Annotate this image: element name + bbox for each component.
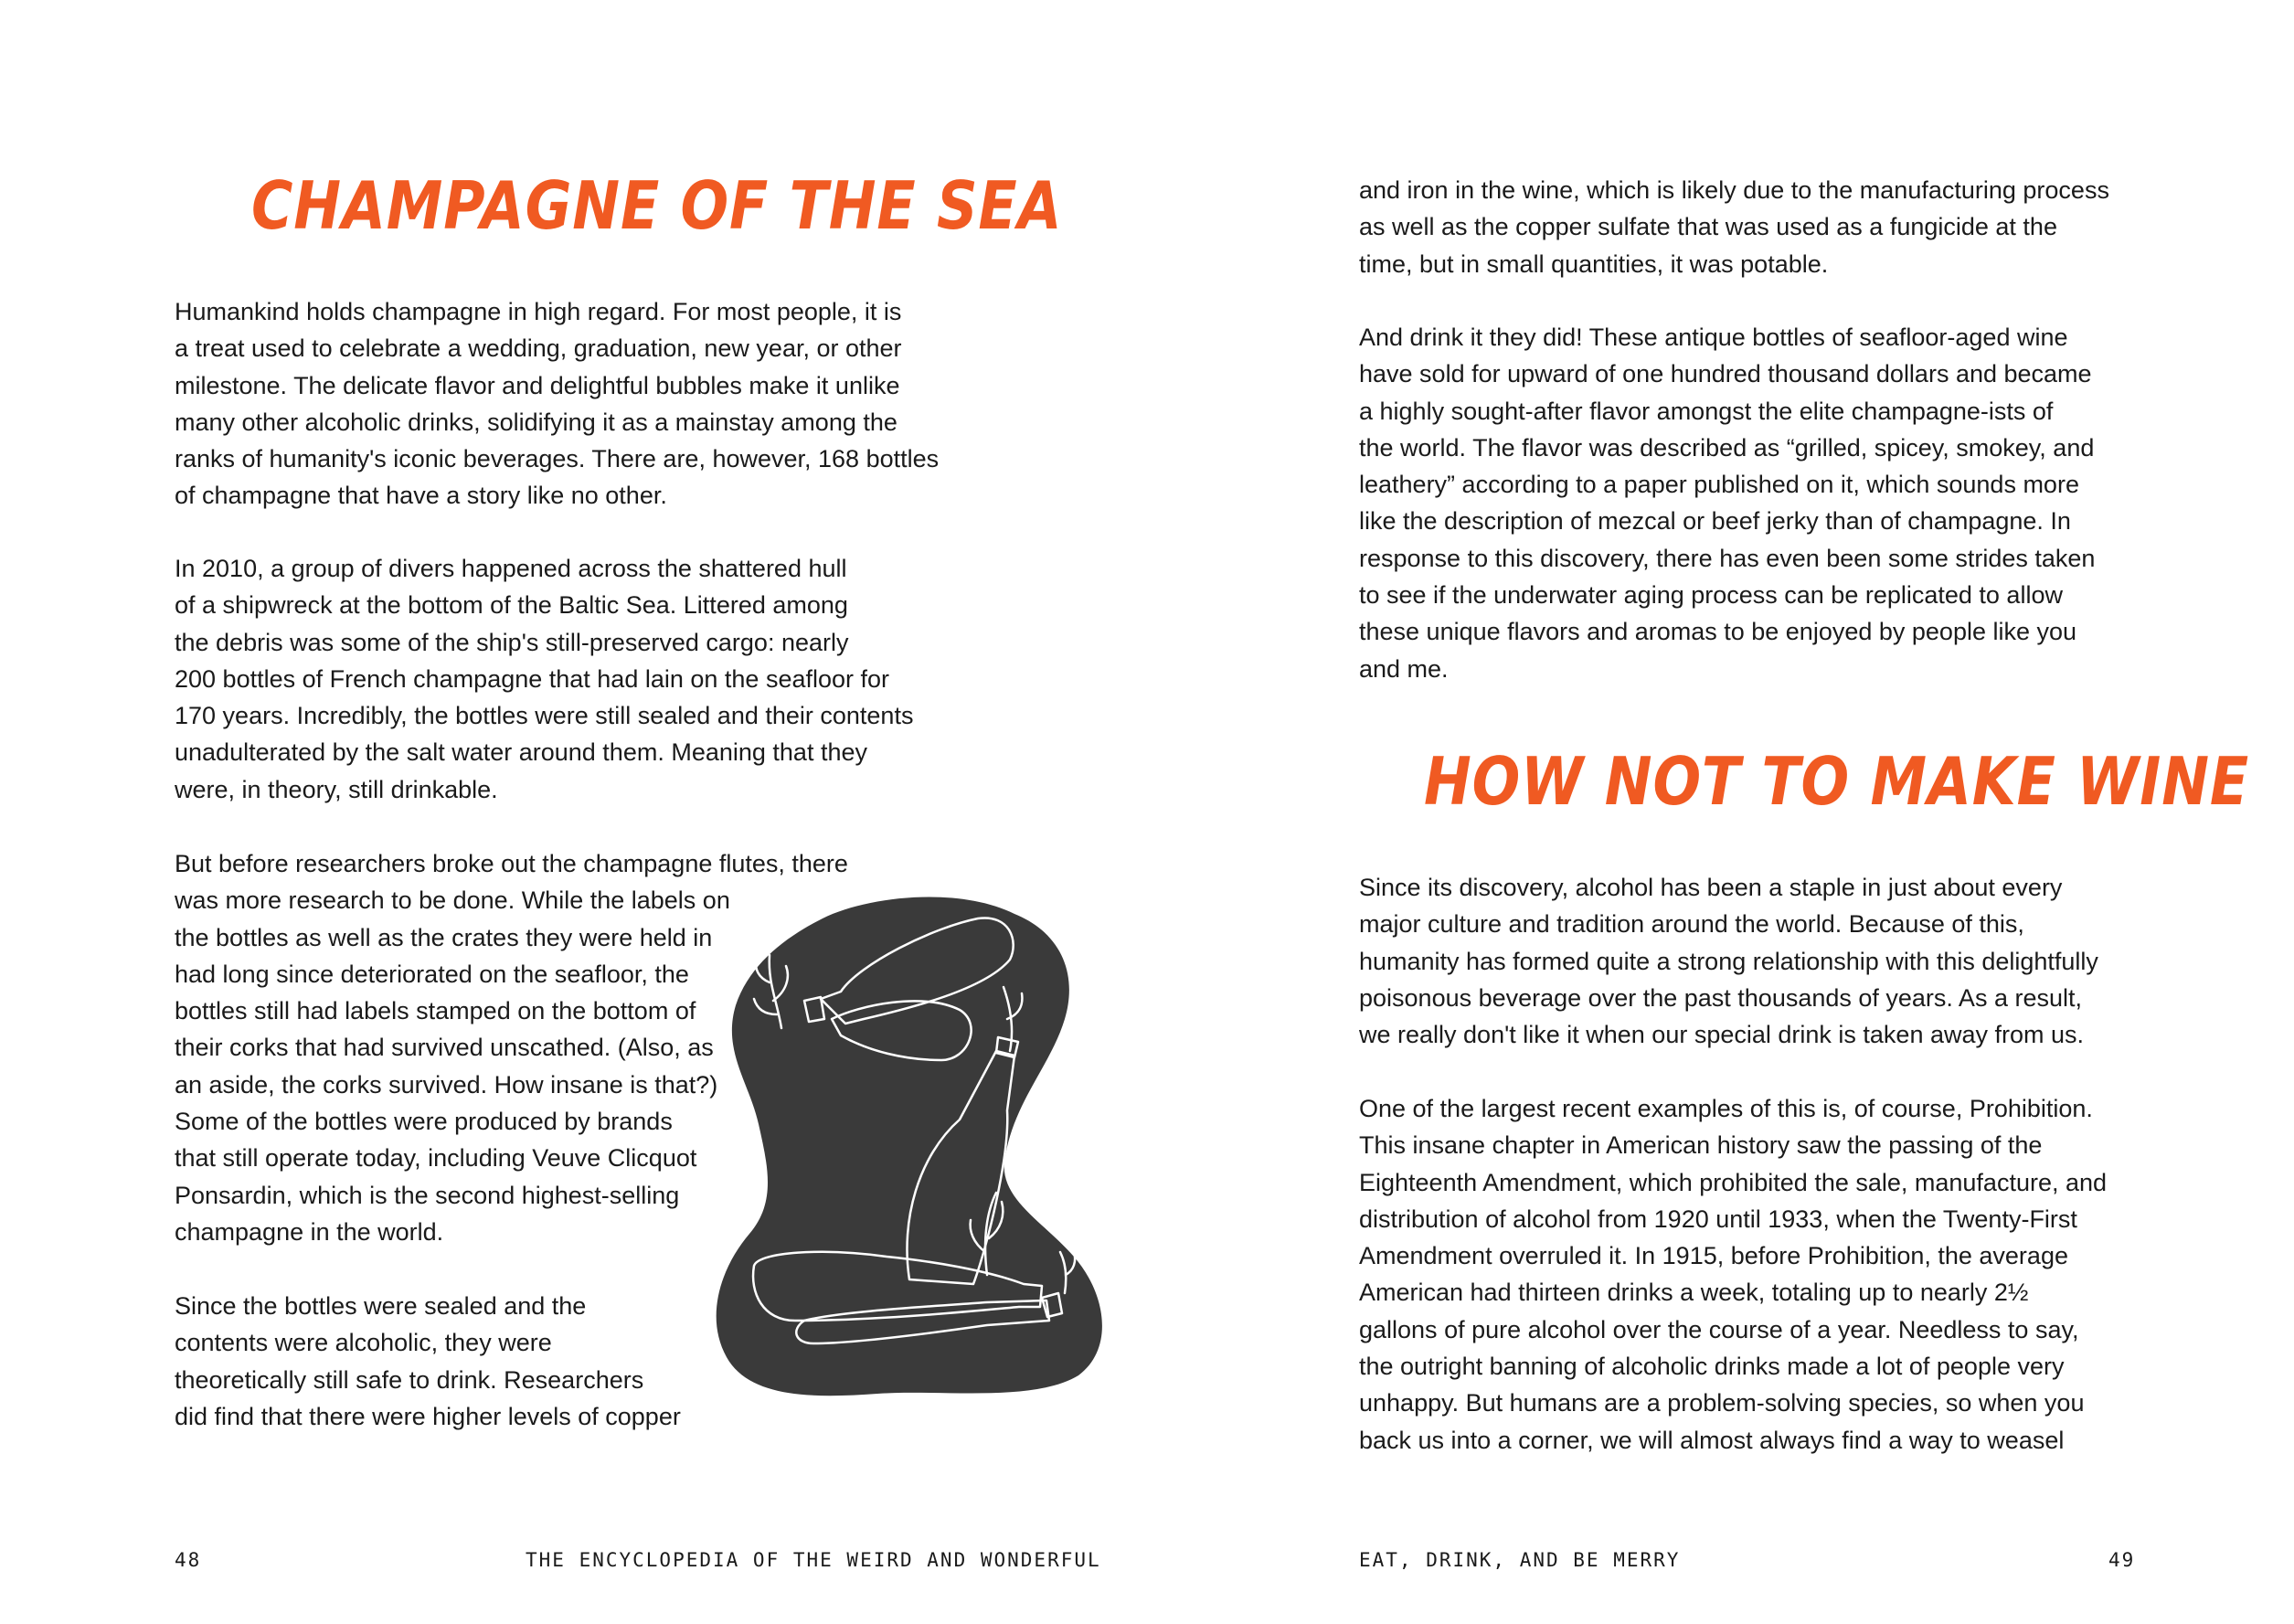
text-line: And drink it they did! These antique bottles of seafloor-aged wine — [1359, 324, 2068, 351]
text-line: Some of the bottles were produced by brands — [175, 1108, 673, 1136]
text-line: But before researchers broke out the champagne flutes, there — [175, 850, 848, 877]
text-line: the world. The flavor was described as “grilled, spicey, smokey, and — [1359, 433, 2095, 462]
right-page — [1147, 0, 2294, 1624]
footer-running-title: EAT, DRINK, AND BE MERRY — [1359, 1549, 1681, 1571]
text-line: Since its discovery, alcohol has been a staple in just about every — [1359, 874, 2063, 901]
text-line: these unique flavors and aromas to be enjoyed by people like you — [1359, 618, 2077, 646]
text-line: leathery” according to a paper published on it, which sounds more — [1359, 471, 2079, 499]
text-line: as well as the copper sulfate that was used as a fungicide at the — [1359, 213, 2057, 241]
paragraph-4 — [175, 1288, 681, 1435]
text-line: their corks that had survived unscathed. (Also, as — [175, 1034, 714, 1062]
text-line: distribution of alcohol from 1920 until 1933, when the Twenty-First — [1359, 1205, 2077, 1233]
text-line: was more research to be done. While the labels on — [175, 886, 730, 915]
text-line: were, in theory, still drinkable. — [175, 775, 498, 803]
text-line: American had thirteen drinks a week, totaling up to nearly 2½ — [1359, 1279, 2029, 1307]
text-line: bottles still had labels stamped on the bottom of — [175, 997, 696, 1025]
text-line: theoretically still safe to drink. Researchers — [175, 1365, 644, 1394]
text-line: time, but in small quantities, it was potable. — [1359, 249, 1829, 278]
text-line: major culture and tradition around the world. Because of this, — [1359, 910, 2024, 939]
text-line: that still operate today, including Veuve Clicquot — [175, 1144, 697, 1173]
text-line: have sold for upward of one hundred thousand dollars and became — [1359, 360, 2092, 388]
text-line: to see if the underwater aging process can be replicated to allow — [1359, 581, 2063, 610]
text-line: Since the bottles were sealed and the — [175, 1292, 587, 1320]
paragraph-6 — [1359, 319, 2095, 687]
text-line: of champagne that have a story like no other. — [175, 482, 667, 510]
text-line: milestone. The delicate flavor and delightful bubbles make it unlike — [175, 371, 900, 399]
text-line: the outright banning of alcoholic drinks made a lot of people very — [1359, 1353, 2065, 1381]
text-line: had long since deteriorated on the seafloor, the — [175, 960, 689, 988]
champagne-bottles-illustration — [713, 891, 1106, 1403]
text-line: back us into a corner, we will almost always find a way to weasel — [1359, 1426, 2065, 1454]
text-line: response to this discovery, there has even been some strides taken — [1359, 544, 2096, 572]
text-line: and iron in the wine, which is likely due to the manufacturing process — [1359, 176, 2109, 204]
paragraph-2 — [175, 550, 913, 808]
paragraph-7 — [1359, 869, 2098, 1053]
text-line: unadulterated by the salt water around them. Meaning that they — [175, 738, 867, 767]
text-line: the bottles as well as the crates they were held in — [175, 923, 713, 951]
text-line: contents were alcoholic, they were — [175, 1329, 552, 1357]
text-line: ranks of humanity's iconic beverages. There are, however, 168 bottles — [175, 445, 940, 473]
text-line: 170 years. Incredibly, the bottles were still sealed and their contents — [175, 702, 914, 730]
text-line: humanity has formed quite a strong relationship with this delightfully — [1359, 947, 2098, 975]
text-line: In 2010, a group of divers happened across the shattered hull — [175, 555, 847, 582]
text-line: an aside, the corks survived. How insane is that?) — [175, 1070, 718, 1099]
text-line: a highly sought-after flavor amongst the elite champagne-ists of — [1359, 397, 2054, 425]
heading-champagne-of-the-sea: CHAMPAGNE OF THE SEA — [251, 167, 1063, 244]
paragraph-1 — [175, 293, 939, 515]
text-line: One of the largest recent examples of this is, of course, Prohibition. — [1359, 1095, 2093, 1122]
text-line: Amendment overruled it. In 1915, before Prohibition, the average — [1359, 1242, 2068, 1270]
footer-running-title: THE ENCYCLOPEDIA OF THE WEIRD AND WONDERFUL — [526, 1549, 1101, 1571]
text-line: Ponsardin, which is the second highest-selling — [175, 1181, 680, 1209]
paragraph-8 — [1359, 1090, 2107, 1459]
footer-page-number: 48 — [175, 1549, 202, 1571]
text-line: did find that there were higher levels of copper — [175, 1402, 681, 1430]
text-line: Humankind holds champagne in high regard. For most people, it is — [175, 298, 902, 325]
text-line: a treat used to celebrate a wedding, graduation, new year, or other — [175, 334, 902, 363]
text-line: unhappy. But humans are a problem-solving species, so when you — [1359, 1389, 2085, 1417]
text-line: Eighteenth Amendment, which prohibited the sale, manufacture, and — [1359, 1168, 2108, 1196]
text-line: we really don't like it when our special drink is taken away from us. — [1359, 1021, 2085, 1049]
heading-how-not-to-make-wine: HOW NOT TO MAKE WINE — [1424, 743, 2250, 820]
text-line: and me. — [1359, 654, 1449, 683]
text-line: like the description of mezcal or beef jerky than of champagne. In — [1359, 507, 2071, 536]
text-line: gallons of pure alcohol over the course of a year. Needless to say, — [1359, 1315, 2079, 1343]
text-line: poisonous beverage over the past thousands of years. As a result, — [1359, 983, 2082, 1012]
text-line: many other alcoholic drinks, solidifying it as a mainstay among the — [175, 408, 897, 436]
text-line: This insane chapter in American history saw the passing of the — [1359, 1131, 2043, 1160]
text-line: of a shipwreck at the bottom of the Baltic Sea. Littered among — [175, 591, 848, 620]
paragraph-5 — [1359, 172, 2109, 282]
text-line: 200 bottles of French champagne that had lain on the seafloor for — [175, 664, 890, 693]
footer-page-number: 49 — [2108, 1549, 2136, 1571]
text-line: champagne in the world. — [175, 1217, 444, 1246]
text-line: the debris was some of the ship's still-preserved cargo: nearly — [175, 628, 849, 656]
